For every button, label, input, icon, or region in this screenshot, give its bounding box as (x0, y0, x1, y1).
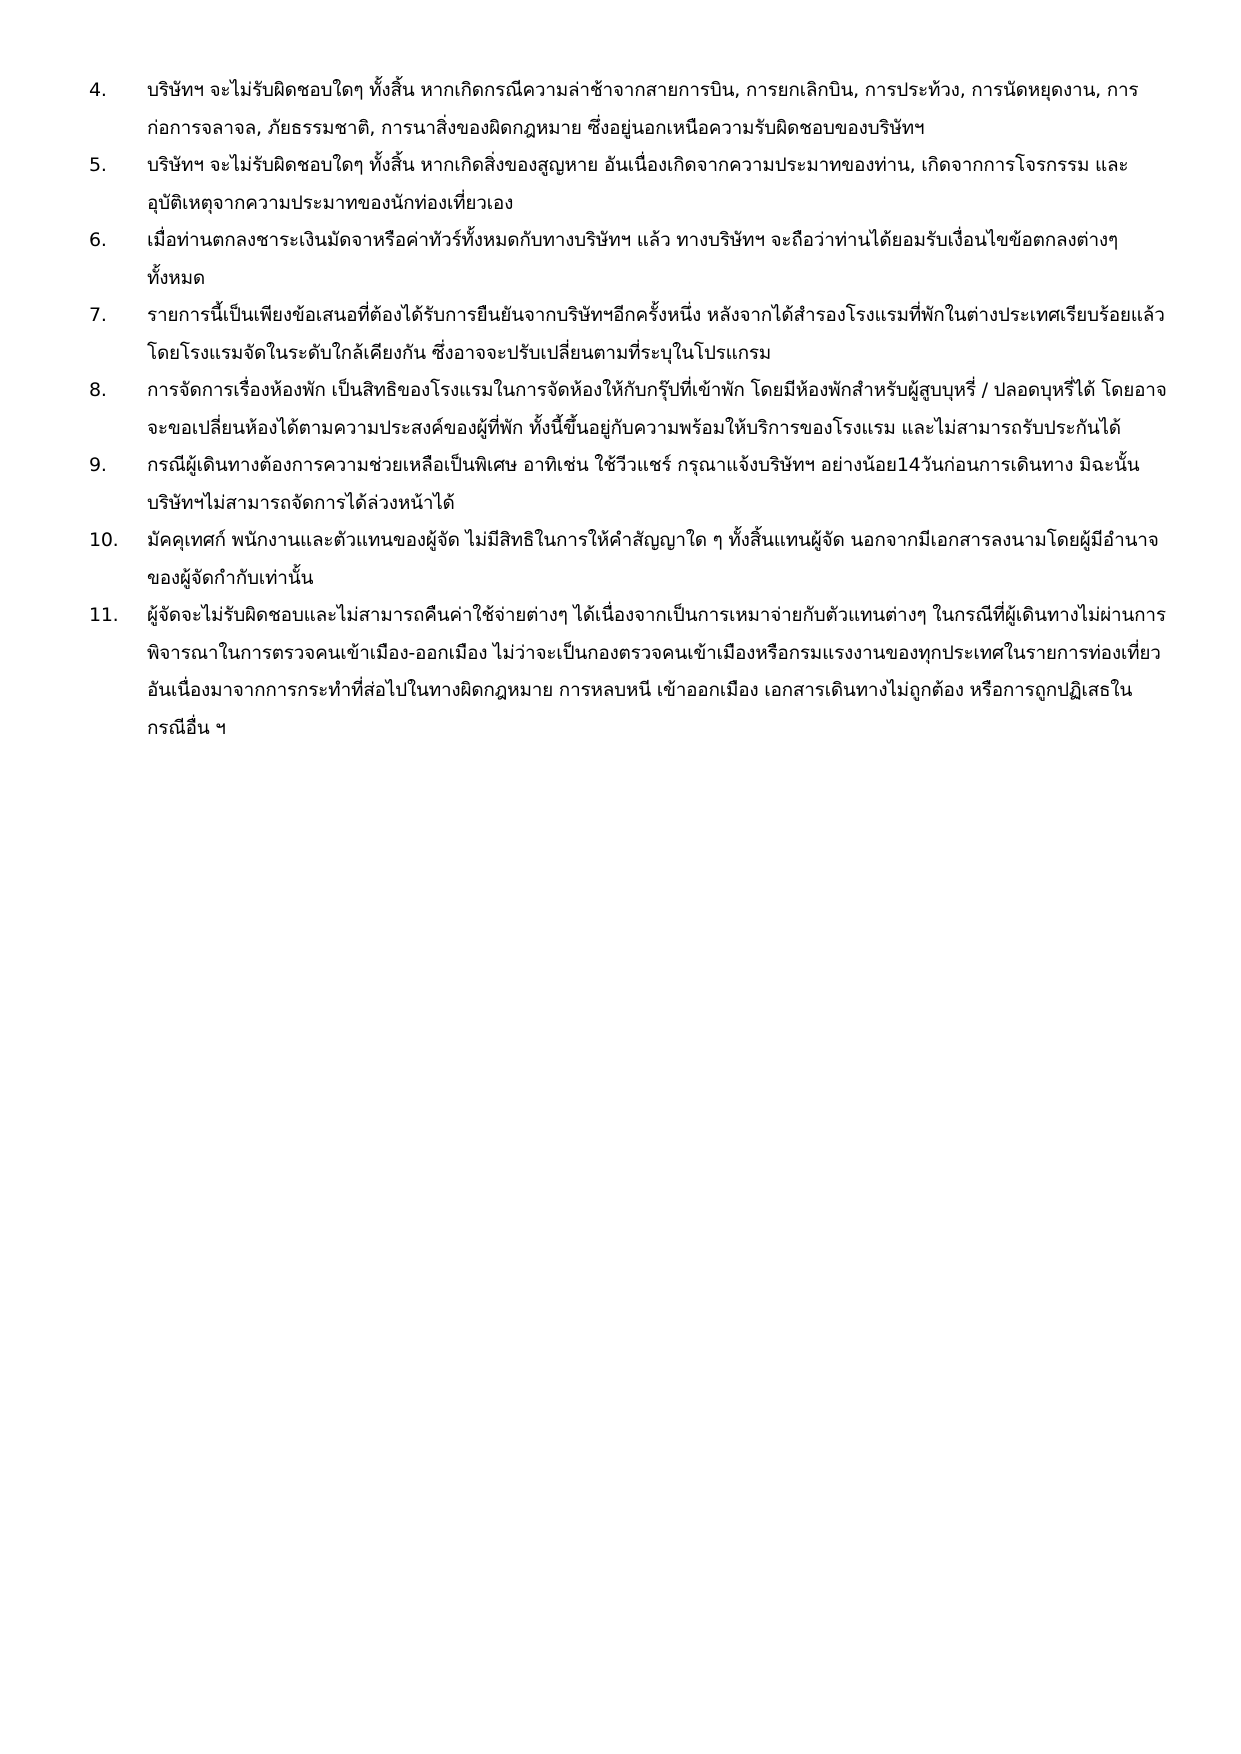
item-text: บริษัทฯ จะไม่รับผิดชอบใดๆ ทั้งสิ้น หากเกิดสิ่งของสูญหาย อันเนื่องเกิดจากความประมาทของท่าน, เกิดจากการโจรกรรม และ อุบัติเหตุจากความประมาทของนักท่องเที่ยวเอง (147, 154, 1129, 214)
item-number: 11. (89, 604, 119, 626)
list-item (89, 447, 1168, 522)
item-number: 9. (89, 454, 107, 476)
item-number: 6. (89, 229, 107, 251)
item-number: 5. (89, 154, 107, 176)
item-number: 7. (89, 304, 107, 326)
item-number: 10. (89, 529, 119, 551)
item-number: 4. (89, 79, 107, 101)
item-text: มัคคุเทศก์ พนักงานและตัวแทนของผู้จัด ไม่มีสิทธิในการให้คำสัญญาใด ๆ ทั้งสิ้นแทนผู้จัด นอกจากมีเอกสารลงนามโดยผู้มีอำนาจของผู้จัดกำกับเท่านั้น (147, 529, 1159, 589)
list-item (89, 522, 1168, 597)
list-item (89, 72, 1168, 147)
list-item (89, 372, 1168, 447)
terms-document (89, 72, 1168, 747)
list-item (89, 297, 1168, 372)
list-item (89, 222, 1168, 297)
item-number: 8. (89, 379, 107, 401)
list-item (89, 147, 1168, 222)
item-text: การจัดการเรื่องห้องพัก เป็นสิทธิของโรงแรมในการจัดห้องให้กับกรุ๊ปที่เข้าพัก โดยมีห้องพักสำหรับผู้สูบบุหรี่ / ปลอดบุหรี่ได้ โดยอาจจะขอเปลี่ยนห้องได้ตามความประสงค์ของผู้ที่พัก ทั้งนี้ขึ้นอยู่กับความพร้อมให้บริการของโรงแรม และไม่สามารถรับประกันได้ (147, 379, 1167, 439)
list-item (89, 597, 1168, 747)
item-text: เมื่อท่านตกลงชาระเงินมัดจาหรือค่าทัวร์ทั้งหมดกับทางบริษัทฯ แล้ว ทางบริษัทฯ จะถือว่าท่านได้ยอมรับเงื่อนไขข้อตกลงต่างๆ ทั้งหมด (147, 229, 1118, 289)
item-text: ผู้จัดจะไม่รับผิดชอบและไม่สามารถคืนค่าใช้จ่ายต่างๆ ได้เนื่องจากเป็นการเหมาจ่ายกับตัวแทนต่างๆ ในกรณีที่ผู้เดินทางไม่ผ่านการพิจารณาในการตรวจคนเข้าเมือง-ออกเมือง ไม่ว่าจะเป็นกองตรวจคนเข้าเมืองหรือกรมแรงงานของทุกประเทศในรายการท่องเที่ยว อันเนื่องมาจากการกระทำที่ส่อไปในทางผิดกฎหมาย การหลบหนี เข้าออกเมือง เอกสารเดินทางไม่ถูกต้อง หรือการถูกปฏิเสธในกรณีอื่น ฯ (147, 604, 1166, 739)
item-text: บริษัทฯ จะไม่รับผิดชอบใดๆ ทั้งสิ้น หากเกิดกรณีความล่าช้าจากสายการบิน, การยกเลิกบิน, การประท้วง, การนัดหยุดงาน, การก่อการจลาจล, ภัยธรรมชาติ, การนาสิ่งของผิดกฎหมาย ซึ่งอยู่นอกเหนือความรับผิดชอบของบริษัทฯ (147, 79, 1139, 139)
item-text: รายการนี้เป็นเพียงข้อเสนอที่ต้องได้รับการยืนยันจากบริษัทฯอีกครั้งหนึ่ง หลังจากได้สำรองโรงแรมที่พักในต่างประเทศเรียบร้อยแล้ว โดยโรงแรมจัดในระดับใกล้เคียงกัน ซึ่งอาจจะปรับเปลี่ยนตามที่ระบุในโปรแกรม (147, 304, 1165, 364)
item-text: กรณีผู้เดินทางต้องการความช่วยเหลือเป็นพิเศษ อาทิเช่น ใช้วีวแชร์ กรุณาแจ้งบริษัทฯ อย่างน้อย14วันก่อนการเดินทาง มิฉะนั้น บริษัทฯไม่สามารถจัดการได้ล่วงหน้าได้ (147, 454, 1140, 514)
